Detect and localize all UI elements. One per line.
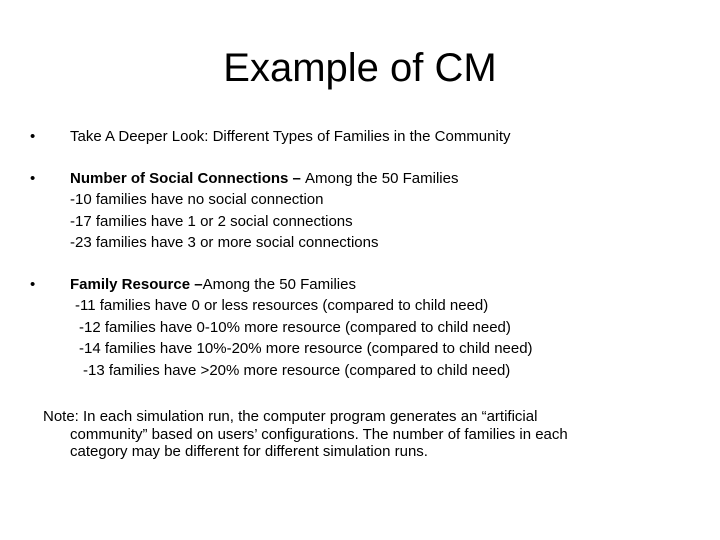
footnote <box>43 408 643 461</box>
bullet-heading: Number of Social Connections – <box>70 169 306 187</box>
note-line: community” based on users’ configurations. The number of families in each <box>70 425 568 443</box>
sub-line: -13 families have >20% more resource (compared to child need) <box>83 361 511 379</box>
bullet-line <box>70 274 680 296</box>
bullet-line <box>70 126 680 148</box>
bullet-heading: Family Resource – <box>70 275 203 293</box>
sub-line: -10 families have no social connection <box>70 191 324 208</box>
bullet-item-social-connections <box>30 168 680 254</box>
sub-line: -11 families have 0 or less resources (compared to child need) <box>75 297 489 314</box>
bullet-line <box>70 168 680 190</box>
slide-title: Example of CM <box>223 46 497 90</box>
bullet-item-deeper-look <box>30 126 680 148</box>
sub-line: -17 families have 1 or 2 social connections <box>70 212 353 230</box>
bullet-text: Among the 50 Families <box>305 169 459 187</box>
note-line: Note: In each simulation run, the computer program generates an “artificial <box>43 408 538 425</box>
bullet-dot: • <box>30 275 36 293</box>
sub-line: -14 families have 10%-20% more resource (compared to child need) <box>79 340 533 357</box>
bullet-dot: • <box>30 169 36 187</box>
sub-line: -12 families have 0-10% more resource (compared to child need) <box>79 318 511 336</box>
bullet-dot: • <box>30 128 36 145</box>
bullet-text: Take A Deeper Look: Different Types of Families in the Community <box>70 128 511 145</box>
note-line: category may be different for different simulation runs. <box>70 443 428 460</box>
bullet-list <box>30 126 680 401</box>
bullet-item-family-resource <box>30 274 680 382</box>
bullet-text: Among the 50 Families <box>202 275 356 293</box>
sub-line: -23 families have 3 or more social connections <box>70 234 379 251</box>
